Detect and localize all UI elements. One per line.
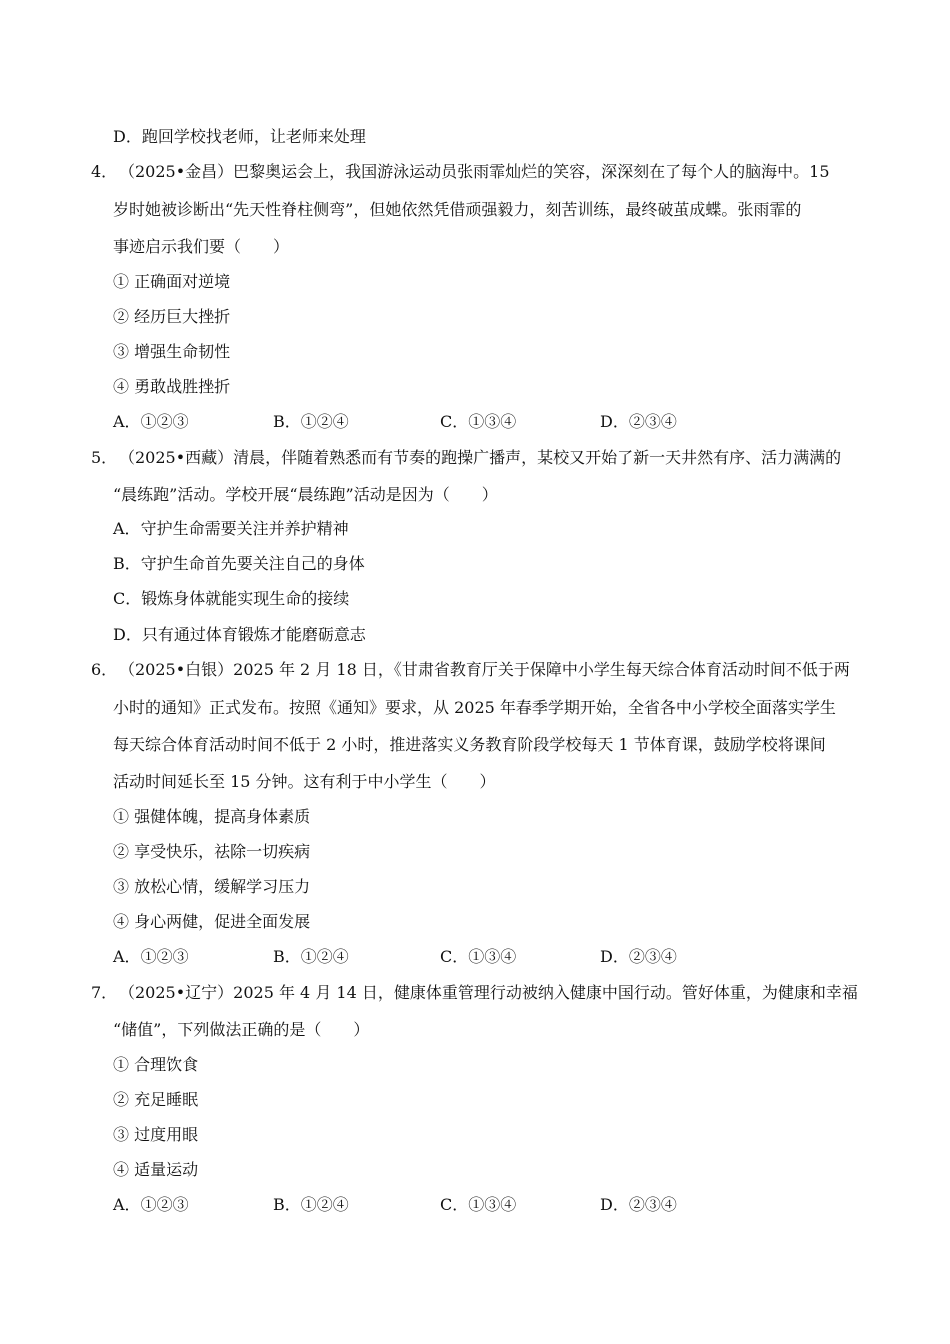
question-stem-line: （2025•金昌）巴黎奥运会上，我国游泳运动员张雨霏灿烂的笑容，深深刻在了每个人的脑海中。15 bbox=[119, 162, 830, 181]
option-a[interactable]: A．①②③ bbox=[113, 947, 189, 966]
option-a[interactable]: A．①②③ bbox=[113, 1195, 189, 1214]
statement: ① 合理饮食 bbox=[113, 1055, 199, 1074]
statement: ② 享受快乐，祛除一切疾病 bbox=[113, 842, 311, 861]
question-stem-line: “储值”，下列做法正确的是（ ） bbox=[113, 1020, 370, 1039]
question-stem-line: （2025•辽宁）2025 年 4 月 14 日，健康体重管理行动被纳入健康中国行动。管好体重，为健康和幸福 bbox=[119, 983, 858, 1002]
statement: ① 正确面对逆境 bbox=[113, 272, 231, 291]
option-c[interactable]: C．①③④ bbox=[440, 412, 517, 431]
option-d-prev bbox=[113, 126, 366, 148]
option-a[interactable]: A．守护生命需要关注并养护精神 bbox=[113, 519, 349, 538]
option-label: D． bbox=[113, 127, 142, 146]
question-stem-line: 岁时她被诊断出“先天性脊柱侧弯”，但她依然凭借顽强毅力，刻苦训练，最终破茧成蝶。张雨霏的 bbox=[113, 200, 802, 219]
option-text: 跑回学校找老师，让老师来处理 bbox=[141, 127, 366, 146]
question-stem-line: 小时的通知》正式发布。按照《通知》要求，从 2025 年春季学期开始，全省各中小学校全面落实学生 bbox=[113, 698, 836, 717]
statement: ③ 放松心情，缓解学习压力 bbox=[113, 877, 311, 896]
question-stem-line: 每天综合体育活动时间不低于 2 小时，推进落实义务教育阶段学校每天 1 节体育课，鼓励学校将课间 bbox=[113, 735, 826, 754]
question-stem-line: “晨练跑”活动。学校开展“晨练跑”活动是因为（ ） bbox=[113, 485, 498, 504]
option-d[interactable]: D．②③④ bbox=[600, 412, 677, 431]
option-d[interactable]: D．只有通过体育锻炼才能磨砺意志 bbox=[113, 625, 366, 644]
option-b[interactable]: B．守护生命首先要关注自己的身体 bbox=[113, 554, 365, 573]
option-d[interactable]: D．②③④ bbox=[600, 947, 677, 966]
statement: ③ 增强生命韧性 bbox=[113, 342, 231, 361]
option-b[interactable]: B．①②④ bbox=[273, 412, 349, 431]
statement: ③ 过度用眼 bbox=[113, 1125, 199, 1144]
question-stem-line: 事迹启示我们要（ ） bbox=[113, 237, 290, 256]
question-stem-line: 活动时间延长至 15 分钟。这有利于中小学生（ ） bbox=[113, 772, 496, 791]
question-stem-line: （2025•西藏）清晨，伴随着熟悉而有节奏的跑操广播声，某校又开始了新一天井然有序、活力满满的 bbox=[119, 448, 842, 467]
option-c[interactable]: C．锻炼身体就能实现生命的接续 bbox=[113, 589, 350, 608]
question-number: 6． bbox=[91, 660, 118, 679]
option-d[interactable]: D．②③④ bbox=[600, 1195, 677, 1214]
statement: ① 强健体魄，提高身体素质 bbox=[113, 807, 311, 826]
statement: ④ 身心两健，促进全面发展 bbox=[113, 912, 311, 931]
statement: ④ 勇敢战胜挫折 bbox=[113, 377, 231, 396]
statement: ④ 适量运动 bbox=[113, 1160, 199, 1179]
option-c[interactable]: C．①③④ bbox=[440, 1195, 517, 1214]
option-b[interactable]: B．①②④ bbox=[273, 1195, 349, 1214]
question-number: 5． bbox=[91, 448, 118, 467]
question-stem-line: （2025•白银）2025 年 2 月 18 日，《甘肃省教育厅关于保障中小学生每天综合体育活动时间不低于两 bbox=[119, 660, 850, 679]
statement: ② 充足睡眠 bbox=[113, 1090, 199, 1109]
option-b[interactable]: B．①②④ bbox=[273, 947, 349, 966]
question-number: 7． bbox=[91, 983, 118, 1002]
statement: ② 经历巨大挫折 bbox=[113, 307, 231, 326]
question-number: 4． bbox=[91, 162, 118, 181]
option-c[interactable]: C．①③④ bbox=[440, 947, 517, 966]
option-a[interactable]: A．①②③ bbox=[113, 412, 189, 431]
